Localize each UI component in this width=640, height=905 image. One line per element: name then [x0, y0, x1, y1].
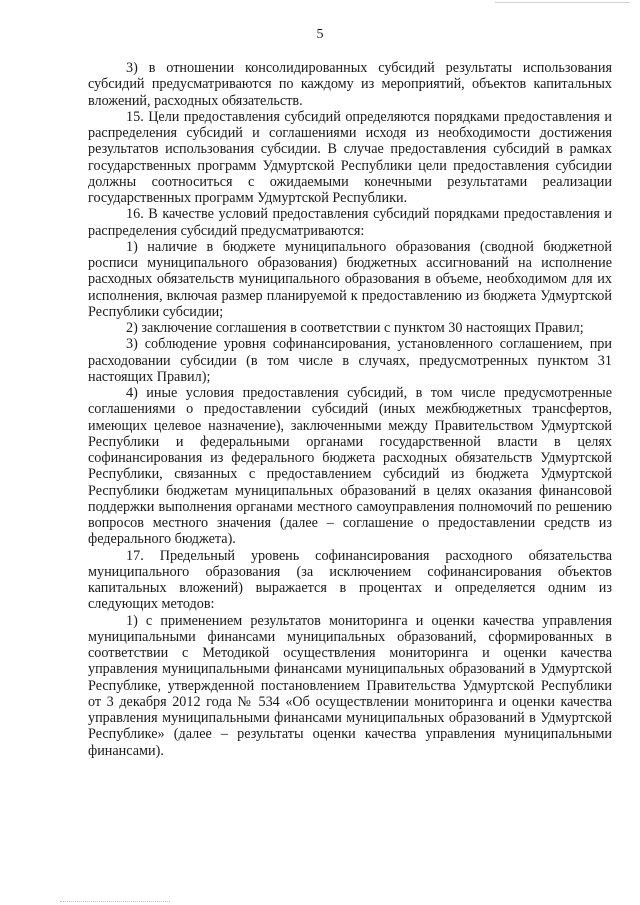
- page-number: 5: [316, 27, 324, 42]
- paragraph-16: 16. В качестве условий предоставления субсидий порядками предоставления и распределения субсидий предусматриваются:: [88, 206, 612, 239]
- paragraph-14-3: 3) в отношении консолидированных субсидий результаты использования субсидий предусматриваются по каждому из мероприятий, объектов капитальных вложений, расходных обязательств.: [88, 60, 612, 109]
- paragraph-17-1: 1) с применением результатов мониторинга и оценки качества управления муниципальными финансами муниципальных образований, сформированных в соответствии с Методикой осуществления мониторинга и оценки качества управления муниципальными финансами муниципальных образований в Удмуртской Республике, утвержденной постановлением Правительства Удмуртской Республики от 3 декабря 2012 года № 534 «Об осуществлении мониторинга и оценки качества управления муниципальными финансами муниципальных образований в Удмуртской Республике» (далее – результаты оценки качества управления муниципальными финансами).: [88, 612, 612, 759]
- paragraph-16-4: 4) иные условия предоставления субсидий, в том числе предусмотренные соглашениями о предоставлении субсидий (иных межбюджетных трансфертов, имеющих целевое назначение), заключенными между Правительством Удмуртской Республики и федеральными органами государственной власти в целях софинансирования из федерального бюджета расходных обязательств Удмуртской Республики, связанных с предоставлением субсидий из бюджета Удмуртской Республики бюджетам муниципальных образований в целях оказания финансовой поддержки выполнения органами местного самоуправления полномочий по решению вопросов местного значения (далее – соглашение о предоставлении средств из федерального бюджета).: [88, 385, 612, 548]
- top-scan-line: [495, 2, 630, 3]
- paragraph-15: 15. Цели предоставления субсидий определяются порядками предоставления и распределения субсидий и соглашениями исходя из необходимости достижения результатов использования субсидии. В случае предоставления субсидий в рамках государственных программ Удмуртской Республики цели предоставления субсидии должны соотноситься с ожидаемыми конечными результатами реализации государственных программ Удмуртской Республики.: [88, 108, 612, 206]
- paragraph-16-2: 2) заключение соглашения в соответствии с пунктом 30 настоящих Правил;: [126, 320, 584, 336]
- bottom-scan-artifact: [60, 901, 170, 902]
- paragraph-16-1: 1) наличие в бюджете муниципального образования (сводной бюджетной росписи муниципального образования) бюджетных ассигнований на исполнение расходных обязательств муниципального образования в объеме, необходимом для их исполнения, включая размер планируемой к предоставлению из бюджета Удмуртской Республики субсидии;: [88, 238, 612, 320]
- paragraph-16-3: 3) соблюдение уровня софинансирования, установленного соглашением, при расходовании субсидии (в том числе в случаях, предусмотренных пунктом 31 настоящих Правил);: [88, 336, 612, 385]
- document-body: [88, 60, 612, 759]
- paragraph-17: 17. Предельный уровень софинансирования расходного обязательства муниципального образования (за исключением софинансирования объектов капитальных вложений) выражается в процентах и определяется одним из следующих методов:: [88, 547, 612, 613]
